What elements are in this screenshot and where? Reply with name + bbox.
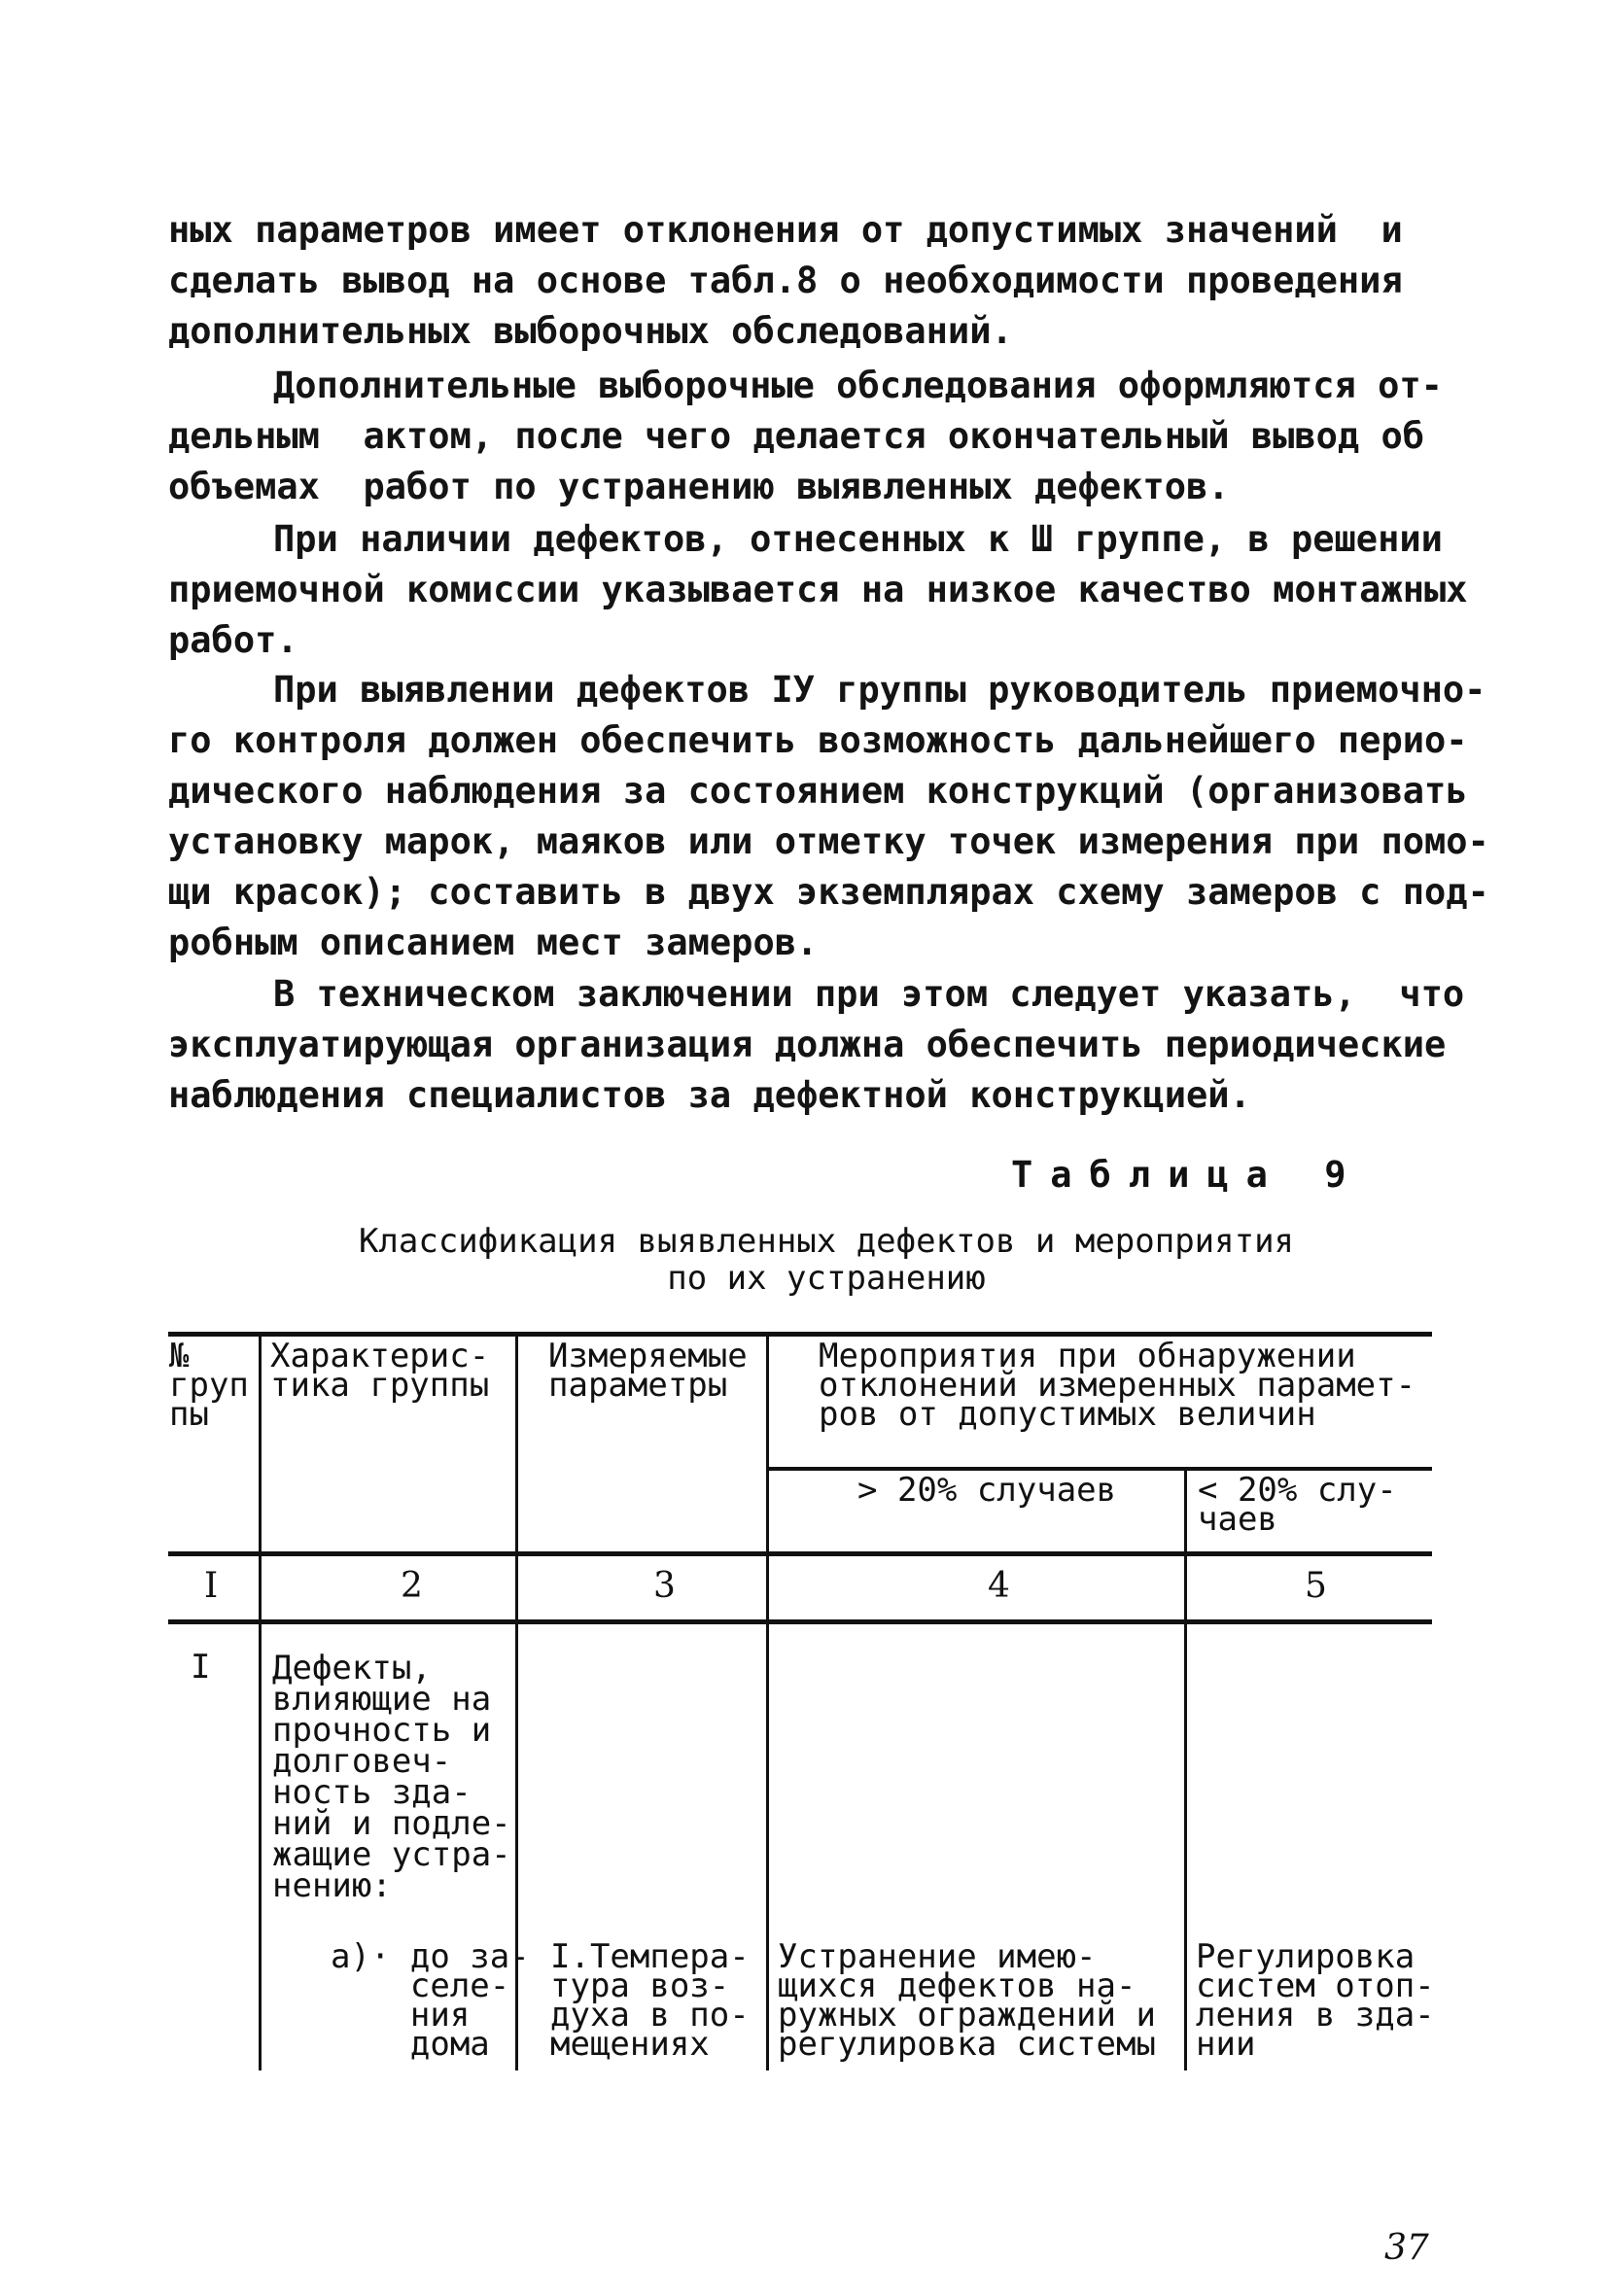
header-measures: Мероприятия при обнаружении отклонений измеренных парамет- ров от допустимых величин: [819, 1337, 1416, 1434]
row-sub-item: а)· до за- селе- ния дома: [331, 1937, 530, 2064]
row-parameter: I.Темпера- тура воз- духа в по- мещениях: [550, 1937, 750, 2064]
header-group-number: № груп пы: [169, 1337, 249, 1434]
column-number: 2: [401, 1566, 423, 1606]
text-line: При наличии дефектов, отнесенных к Ш группе, в решении: [273, 518, 1443, 560]
paragraph-continuation: [168, 205, 1432, 357]
text-line: наблюдения специалистов за дефектной конструкцией.: [168, 1074, 1251, 1116]
header-measured-parameters: Измеряемые параметры: [548, 1337, 748, 1405]
header-over-20-percent: > 20% случаев: [857, 1471, 1117, 1510]
column-number: I: [204, 1566, 219, 1606]
row-characteristic: Дефекты, влияющие на прочность и долговеч- ность зда- ний и подле- жащие устра- нению:: [272, 1649, 511, 1905]
table-title-line-1: Классификация выявленных дефектов и мероприятия: [358, 1222, 1295, 1261]
text-line: установку марок, маяков или отметку точек измерения при помо-: [168, 820, 1489, 862]
column-divider: [259, 1334, 262, 2070]
column-number: 3: [653, 1566, 676, 1606]
header-bottom-rule: [168, 1551, 1432, 1556]
text-line: работ.: [168, 619, 298, 661]
header-characteristic: Характерис- тика группы: [270, 1337, 490, 1405]
text-line: В техническом заключении при этом следует указать, что: [273, 973, 1465, 1015]
paragraph-additional-surveys: [168, 361, 1443, 512]
text-line: ных параметров имеет отклонения от допустимых значений и: [168, 209, 1403, 251]
column-number: 4: [988, 1566, 1010, 1606]
table-title-line-2: по их устранению: [667, 1259, 986, 1298]
text-line: объемах работ по устранению выявленных дефектов.: [168, 466, 1230, 507]
text-line: дополнительных выборочных обследований.: [168, 310, 1013, 352]
column-number: 5: [1305, 1566, 1327, 1606]
text-line: го контроля должен обеспечить возможность дальнейшего перио-: [168, 719, 1468, 761]
paragraph-group-3-defects: [168, 514, 1468, 666]
header-under-20-percent: < 20% слу- чаев: [1198, 1471, 1397, 1539]
paragraph-technical-conclusion: [168, 969, 1465, 1121]
page-number: 37: [1384, 2228, 1429, 2268]
row-group-number: I: [191, 1648, 211, 1687]
text-line: робным описанием мест замеров.: [168, 922, 819, 963]
text-line: сделать вывод на основе табл.8 о необходимости проведения: [168, 260, 1403, 301]
text-line: При выявлении дефектов IУ группы руководитель приемочно-: [273, 669, 1486, 711]
text-line: приемочной комиссии указывается на низкое качество монтажных: [168, 569, 1468, 610]
numbers-bottom-rule: [168, 1619, 1432, 1624]
text-line: дического наблюдения за состоянием конструкций (организовать: [168, 770, 1468, 812]
text-line: эксплуатирующая организация должна обеспечить периодические: [168, 1024, 1447, 1065]
row-measure-under-20: Регулировка систем отоп- ления в зда- нии: [1196, 1937, 1435, 2064]
row-measure-over-20: Устранение имею- щихся дефектов на- ружных ограждений и регулировка системы: [778, 1937, 1156, 2064]
text-line: щи красок); составить в двух экземплярах схему замеров с под-: [168, 871, 1489, 913]
column-divider: [766, 1334, 769, 2070]
paragraph-group-4-defects: [168, 665, 1489, 968]
table-label: Таблица 9: [1011, 1154, 1364, 1196]
text-line: Дополнительные выборочные обследования оформляются от-: [273, 365, 1443, 406]
text-line: дельным актом, после чего делается окончательный вывод об: [168, 415, 1425, 457]
column-divider: [1184, 1469, 1187, 2070]
